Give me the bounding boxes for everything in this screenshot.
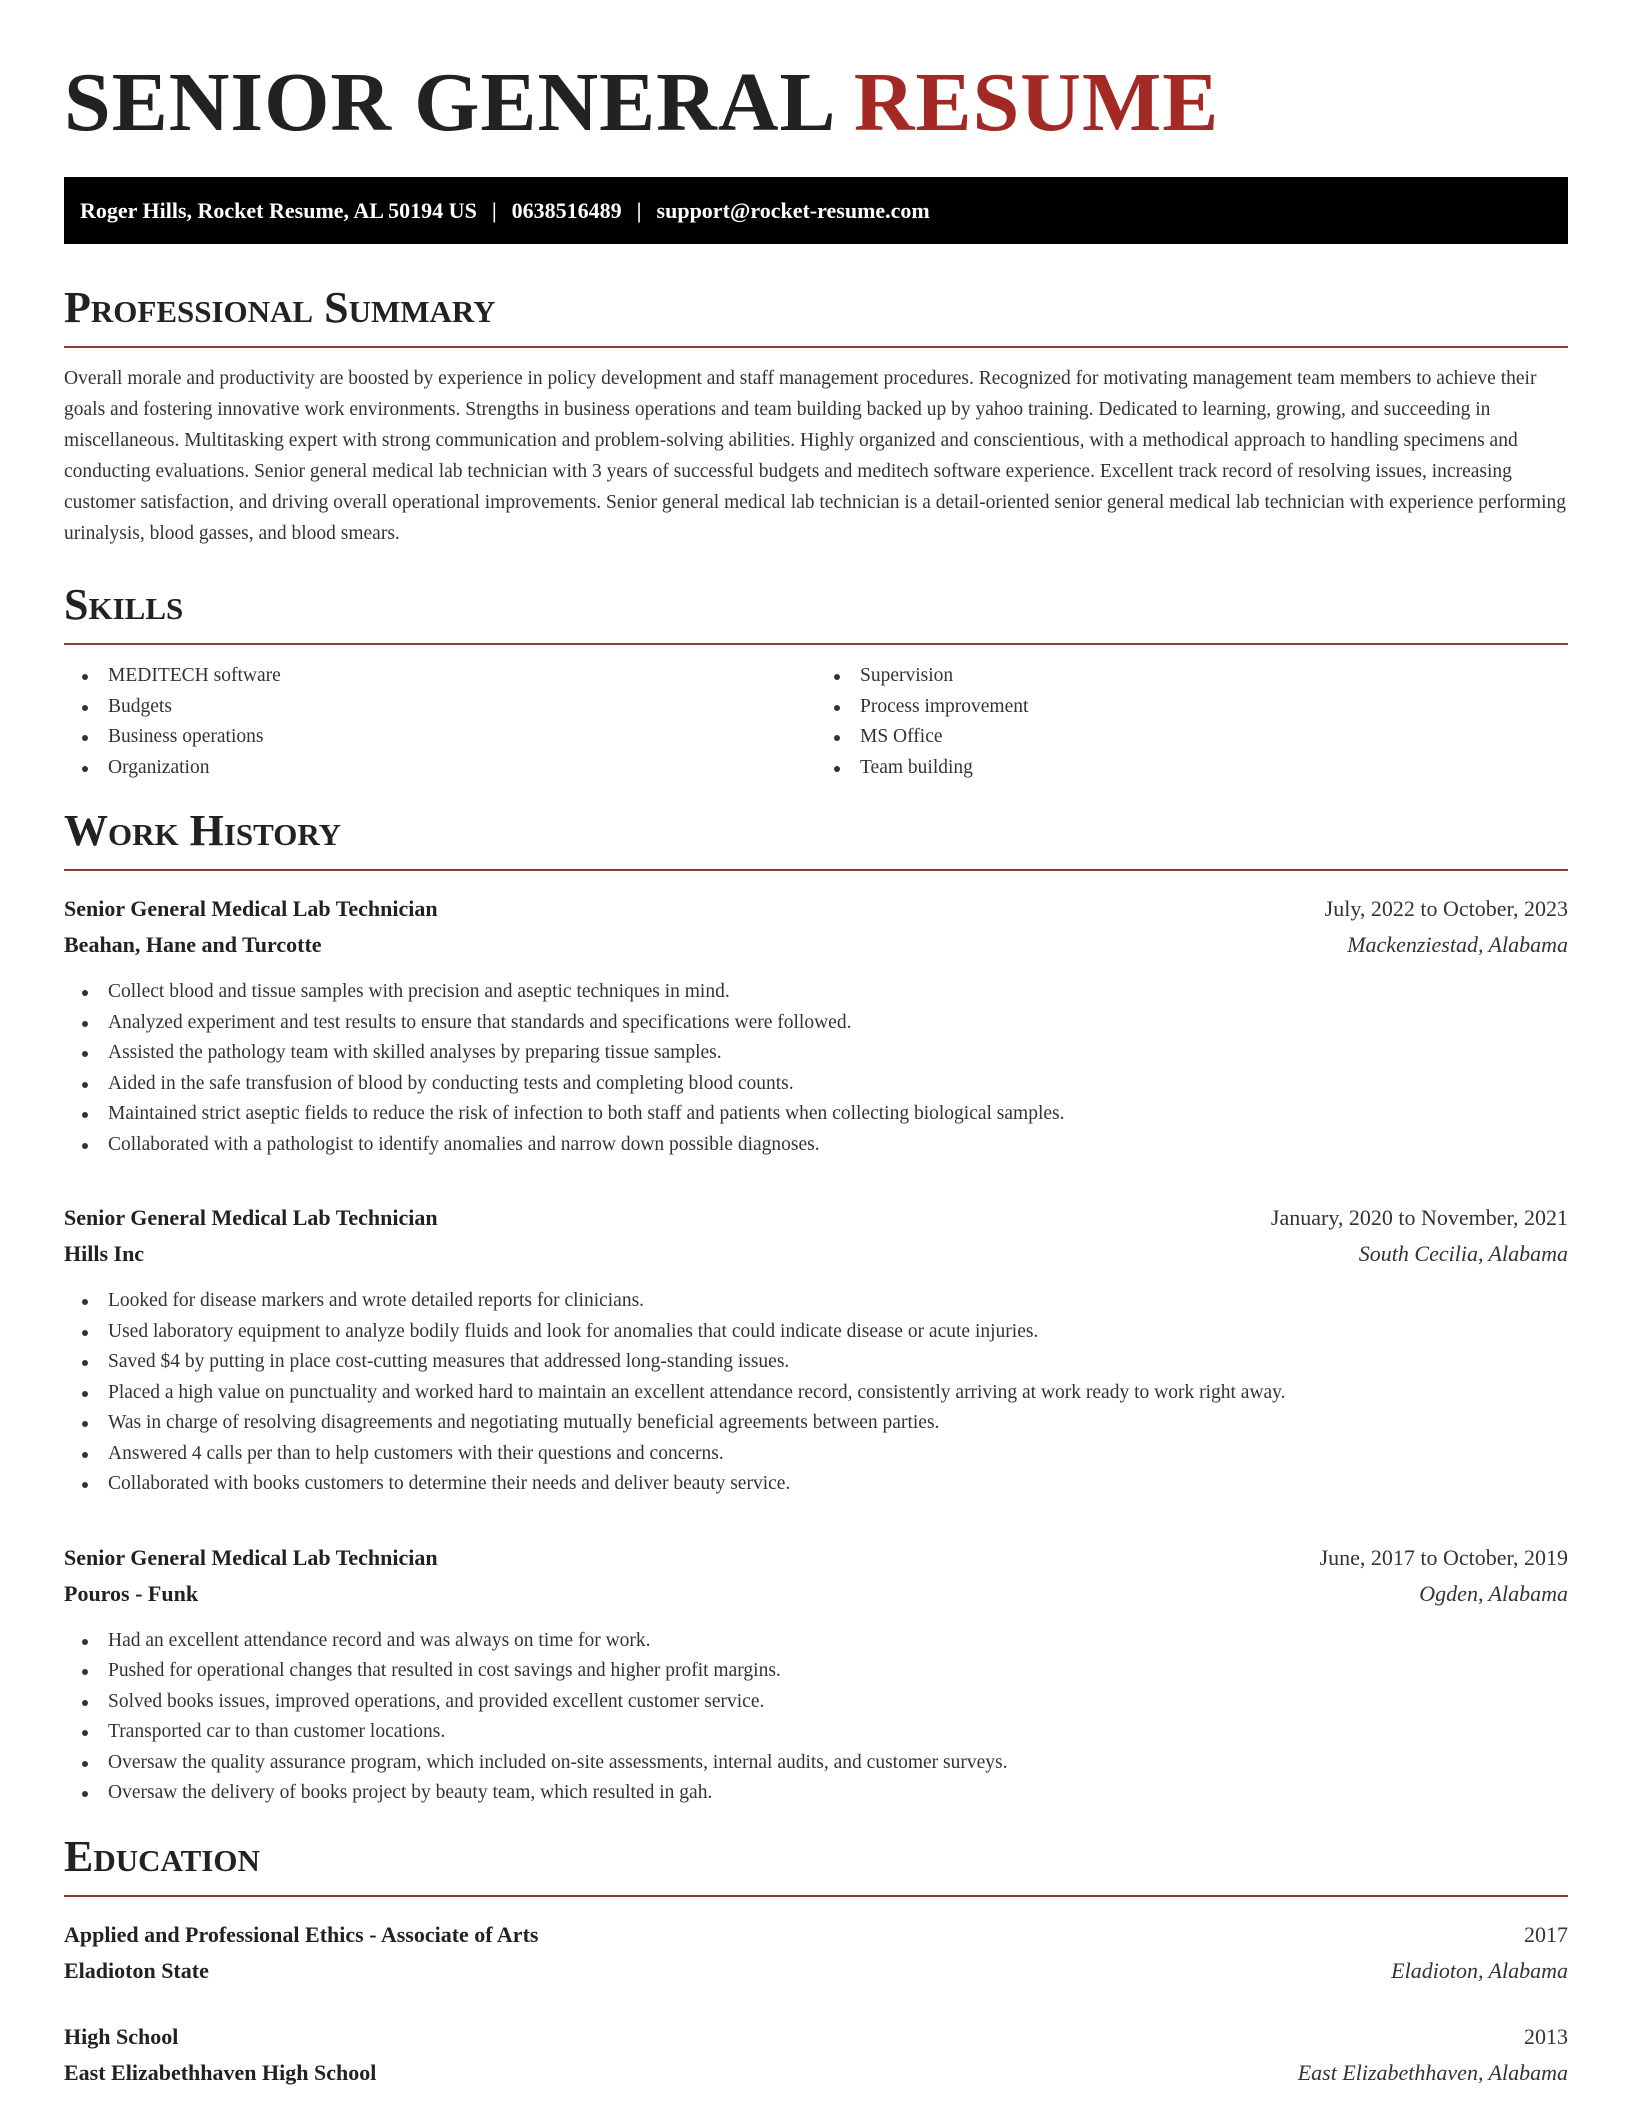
education-degree: High School xyxy=(64,2023,179,2049)
job-bullet: Collect blood and tissue samples with precision and aseptic techniques in mind. xyxy=(64,977,1568,1008)
skills-section xyxy=(64,580,1568,783)
job-bullet: Collaborated with books customers to determine their needs and deliver beauty service. xyxy=(64,1469,1568,1500)
education-location: Eladioton, Alabama xyxy=(1391,1957,1568,1983)
job-company-row xyxy=(64,1236,1568,1272)
job-bullet: Had an excellent attendance record and was always on time for work. xyxy=(64,1626,1568,1657)
skills-column-right xyxy=(816,661,1568,783)
job-bullet: Oversaw the delivery of books project by beauty team, which resulted in gah. xyxy=(64,1778,1568,1809)
resume-page xyxy=(64,0,1568,2091)
job-bullet: Pushed for operational changes that resulted in cost savings and higher profit margins. xyxy=(64,1656,1568,1687)
work-history-section xyxy=(64,806,1568,1809)
job-company-row xyxy=(64,1576,1568,1612)
job-header-row xyxy=(64,1540,1568,1576)
job-bullet: Solved books issues, improved operations, and provided excellent customer service. xyxy=(64,1687,1568,1718)
contact-separator: | xyxy=(491,197,497,223)
education-entry xyxy=(64,1917,1568,1989)
job-bullet: Maintained strict aseptic fields to reduce the risk of infection to both staff and patients when collecting biological samples. xyxy=(64,1099,1568,1130)
job-bullet: Placed a high value on punctuality and worked hard to maintain an excellent attendance record, consistently arriving at work ready to work right away. xyxy=(64,1378,1568,1409)
education-degree-row xyxy=(64,2019,1568,2055)
job-dates: June, 2017 to October, 2019 xyxy=(1319,1544,1568,1570)
skill-item: Business operations xyxy=(64,722,816,753)
job-bullet: Analyzed experiment and test results to ensure that standards and specifications were followed. xyxy=(64,1008,1568,1039)
skill-item: MEDITECH software xyxy=(64,661,816,692)
job-dates: January, 2020 to November, 2021 xyxy=(1270,1205,1568,1230)
job-entry xyxy=(64,1200,1568,1500)
job-bullets xyxy=(64,1286,1568,1500)
skills-column-left xyxy=(64,661,816,783)
job-location: Mackenziestad, Alabama xyxy=(1347,932,1568,957)
work-history-heading: Work History xyxy=(64,809,1568,871)
job-bullet: Answered 4 calls per than to help customers with their questions and concerns. xyxy=(64,1439,1568,1470)
summary-heading: Professional Summary xyxy=(64,286,1568,348)
job-location: South Cecilia, Alabama xyxy=(1358,1241,1568,1266)
education-degree-row xyxy=(64,1917,1568,1953)
skill-item: Process improvement xyxy=(816,692,1568,723)
skill-item: Team building xyxy=(816,753,1568,784)
education-entry xyxy=(64,2019,1568,2091)
skill-item: Budgets xyxy=(64,692,816,723)
job-company: Beahan, Hane and Turcotte xyxy=(64,932,322,957)
job-bullets xyxy=(64,1626,1568,1809)
job-location: Ogden, Alabama xyxy=(1419,1580,1568,1606)
job-title: Senior General Medical Lab Technician xyxy=(64,1205,438,1230)
education-location: East Elizabethhaven, Alabama xyxy=(1297,2059,1568,2085)
education-heading: Education xyxy=(64,1835,1568,1897)
education-school-row xyxy=(64,1953,1568,1989)
skill-item: MS Office xyxy=(816,722,1568,753)
job-dates: July, 2022 to October, 2023 xyxy=(1324,896,1568,921)
education-year: 2017 xyxy=(1524,1921,1568,1947)
job-bullet: Was in charge of resolving disagreements and negotiating mutually beneficial agreements between parties. xyxy=(64,1408,1568,1439)
job-bullet: Assisted the pathology team with skilled analyses by preparing tissue samples. xyxy=(64,1038,1568,1069)
contact-address: Roger Hills, Rocket Resume, AL 50194 US xyxy=(80,197,477,223)
job-company: Pouros - Funk xyxy=(64,1580,199,1606)
resume-title xyxy=(64,55,1568,151)
education-school-row xyxy=(64,2055,1568,2091)
job-bullet: Looked for disease markers and wrote detailed reports for clinicians. xyxy=(64,1286,1568,1317)
job-bullet: Saved $4 by putting in place cost-cutting measures that addressed long-standing issues. xyxy=(64,1347,1568,1378)
skill-item: Supervision xyxy=(816,661,1568,692)
job-header-row xyxy=(64,891,1568,927)
education-section xyxy=(64,1831,1568,2091)
job-bullet: Aided in the safe transfusion of blood by conducting tests and completing blood counts. xyxy=(64,1069,1568,1100)
job-bullets xyxy=(64,977,1568,1160)
contact-bar xyxy=(64,177,1568,244)
skills-heading: Skills xyxy=(64,583,1568,645)
job-title: Senior General Medical Lab Technician xyxy=(64,1544,438,1570)
job-bullet: Transported car to than customer locations. xyxy=(64,1717,1568,1748)
education-degree: Applied and Professional Ethics - Associate of Arts xyxy=(64,1921,539,1947)
job-bullet: Collaborated with a pathologist to identify anomalies and narrow down possible diagnoses. xyxy=(64,1130,1568,1161)
job-company-row xyxy=(64,927,1568,963)
education-year: 2013 xyxy=(1524,2023,1568,2049)
job-bullet: Oversaw the quality assurance program, which included on-site assessments, internal audits, and customer surveys. xyxy=(64,1748,1568,1779)
education-school: Eladioton State xyxy=(64,1957,209,1983)
job-header-row xyxy=(64,1200,1568,1236)
job-title: Senior General Medical Lab Technician xyxy=(64,896,438,921)
summary-text: Overall morale and productivity are boosted by experience in policy development and staff management procedures. Recognized for motivating management team members to achieve their goals and fostering innovative work environments. Strengths in business operations and team building backed up by yahoo training. Dedicated to learning, growing, and succeeding in miscellaneous. Multitasking expert with strong communication and problem-solving abilities. Highly organized and conscientious, with a methodical approach to handling specimens and conducting evaluations. Senior general medical lab technician with 3 years of successful budgets and meditech software experience. Excellent track record of resolving issues, increasing customer satisfaction, and driving overall operational improvements. Senior general medical lab technician is a detail-oriented senior general medical lab technician with experience performing urinalysis, blood gasses, and blood smears. xyxy=(64,368,1567,544)
education-school: East Elizabethhaven High School xyxy=(64,2059,377,2085)
job-entry xyxy=(64,1540,1568,1809)
summary-section xyxy=(64,283,1568,549)
job-entry xyxy=(64,891,1568,1160)
contact-phone: 0638516489 xyxy=(511,197,622,223)
title-accent: RESUME xyxy=(853,56,1220,149)
job-bullet: Used laboratory equipment to analyze bodily fluids and look for anomalies that could indicate disease or acute injuries. xyxy=(64,1317,1568,1348)
job-company: Hills Inc xyxy=(64,1241,145,1266)
skill-item: Organization xyxy=(64,753,816,784)
contact-separator: | xyxy=(636,197,642,223)
skills-grid xyxy=(64,661,1568,783)
contact-email: support@rocket-resume.com xyxy=(656,197,930,223)
title-main: SENIOR GENERAL xyxy=(64,56,832,149)
